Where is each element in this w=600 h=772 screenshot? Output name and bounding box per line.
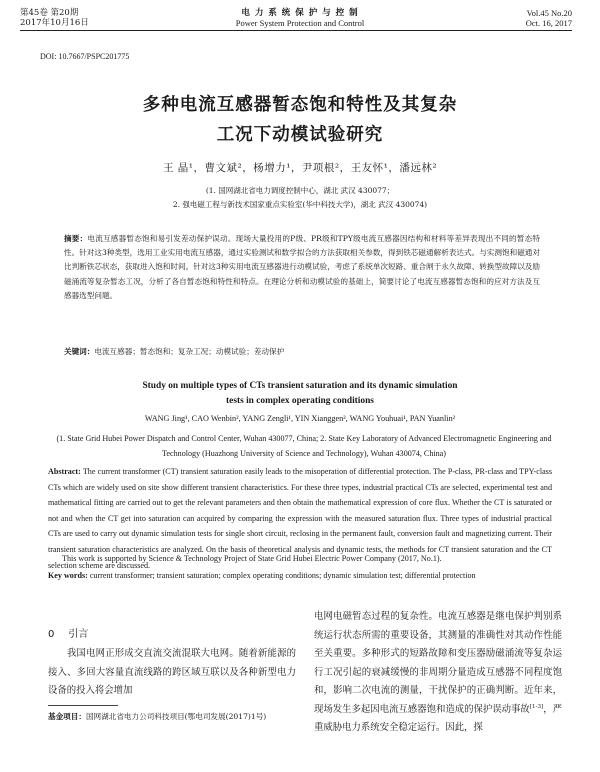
abstract-cn-label: 摘要： — [64, 234, 88, 243]
section-number: 0 — [48, 629, 55, 640]
header-divider — [20, 30, 572, 31]
body-text-right-end: ，严重威胁电力系统安全稳定运行。因此，探 — [314, 703, 562, 733]
header-volume-en — [526, 8, 572, 28]
body-text-left: 我国电网正形成交直流交流混联大电网。随着新能源的接入、多回大容量直流线路的跨区域互联以及各种新型电力设备的投入将会增加 — [48, 648, 296, 696]
keywords-en-text: current transformer; transient saturation; complex operating conditions; dynamic simulation test; differential protection — [89, 571, 476, 580]
footnote-funding — [48, 710, 296, 724]
authors-cn: 王 晶¹，曹文斌²，杨增力¹，尹项根²，王友怀¹，潘远林² — [162, 162, 438, 174]
section-title: 引言 — [68, 629, 89, 640]
keywords-cn-text: 电流互感器；暂态饱和；复杂工况；动模试验；差动保护 — [94, 347, 285, 356]
keywords-cn — [64, 346, 540, 357]
body-text-right-main: 电网电磁暂态过程的复杂性。电流互感器是继电保护判别系统运行状态所需的重要设备，其测量的准确性对其动作性能至关重要。多种形式的短路故障和变压器励磁涌流等复杂运行工况引起的衰减缓慢的非周期分量造成互感器不同程度饱和，影响二次电流的测量，干扰保护的正确判断。近年来，现场发生多起因电流互感器饱和造成的保护误动事故 — [314, 611, 562, 715]
header-date-en: Oct. 16, 2017 — [525, 18, 572, 28]
header-volume-en-text: Vol.45 No.20 — [526, 8, 572, 18]
funding-statement-en: This work is supported by Science & Technology Project of State Grid Hubei Electric Power Company (2017, No.1). — [62, 554, 442, 563]
abstract-en-label: Abstract: — [48, 467, 81, 476]
affiliation-cn-1: (1. 国网湖北省电力调度控制中心，湖北 武汉 430077； — [205, 186, 395, 195]
paper-title-cn-line1: 多种电流互感器暂态饱和特性及其复杂 — [142, 95, 458, 115]
section-heading-intro — [48, 625, 88, 640]
affiliation-cn-2: 2. 强电磁工程与新技术国家重点实验室(华中科技大学)，湖北 武汉 430074) — [172, 200, 428, 209]
header-journal-cn: 电 力 系 统 保 护 与 控 制 — [241, 8, 359, 18]
citation-ref: [1-3] — [529, 703, 544, 710]
paper-title-en-line1: Study on multiple types of CTs transient saturation and its dynamic simulation — [142, 381, 458, 391]
abstract-cn — [64, 232, 540, 303]
doi: DOI: 10.7667/PSPC201775 — [40, 52, 130, 61]
footnote-label: 基金项目： — [48, 712, 86, 721]
affiliation-en: (1. State Grid Hubei Power Dispatch and Control Center, Wuhan 430077, China; 2. State Key Laboratory of Advanced Electromagnetic Engineering and Technology (Huazhong University of Science and Technology), Wuhan 430074, China) — [56, 434, 552, 458]
abstract-cn-text: 电流互感器暂态饱和易引发差动保护误动。现场大量投用的P级、PR级和TPY级电流互感器因结构和材料等差异表现出不同的暂态特性。针对这3种类型，选用工业实用电流互感器，通过实验测试和数学拟合的方法获取相关参数，得到铁芯磁通解析表达式。与实测饱和磁通对比判断铁芯状态，获取进入饱和时间。针对这3种实用电流互感器进行动模试验，考虑了系统单次短路、重合闸于永久故障、转换型故障以及励磁涌流等复杂暂态工况，分析了各自暂态饱和特性和特点。在理论分析和动模试验的基础上，简要讨论了电流互感器暂态饱和的应对方法及互感器选型问题。 — [64, 234, 541, 300]
body-text-right — [314, 608, 562, 738]
paper-title-cn-line2: 工况下动模试验研究 — [216, 125, 384, 145]
abstract-en-text: The current transformer (CT) transient saturation easily leads to the misoperation of differential protection. The P-class, PR-class and TPY-class CTs which are widely used on site show different transient characteristics. For these three types, industrial practical CTs are selected, experimental test and mathematical fitting are carried out to get the relevant parameters and then obtain the mathematical expression of core flux. Whether the CT is saturated or not and when the CT get into saturation can acquired by comparing the expression with the measured saturation flux. Three types of industrial practical CTs are used to carry out dynamic simulation tests for single short circuit, reclosing in the permanent fault, conversion fault and magnetizing current. Their transient saturation characteristics are analyzed. On the basis of theoretical analysis and dynamic tests, the methods for CT transient saturation and the CT selection scheme are discussed. — [48, 467, 552, 570]
header-volume-cn: 第45卷 第20期 — [20, 8, 79, 18]
header-date-cn: 2017年10月16日 — [20, 18, 89, 28]
header-journal-en: Power System Protection and Control — [235, 18, 365, 28]
header-journal — [0, 8, 600, 28]
paper-title-cn — [0, 90, 600, 150]
footnote-text: 国网湖北省电力公司科技项目(鄂电司发展(2017)1号) — [85, 712, 267, 721]
authors-en: WANG Jing¹, CAO Wenbin², YANG Zengli¹, YIN Xianggen², WANG Youhuai¹, PAN Yuanlin² — [144, 414, 456, 423]
paper-title-en-line2: tests in complex operating conditions — [226, 396, 374, 406]
keywords-en-label: Key words: — [48, 571, 88, 580]
footnote-divider — [48, 705, 118, 706]
keywords-cn-label: 关键词： — [64, 347, 95, 356]
keywords-en — [48, 568, 552, 583]
paper-title-en — [0, 379, 600, 409]
